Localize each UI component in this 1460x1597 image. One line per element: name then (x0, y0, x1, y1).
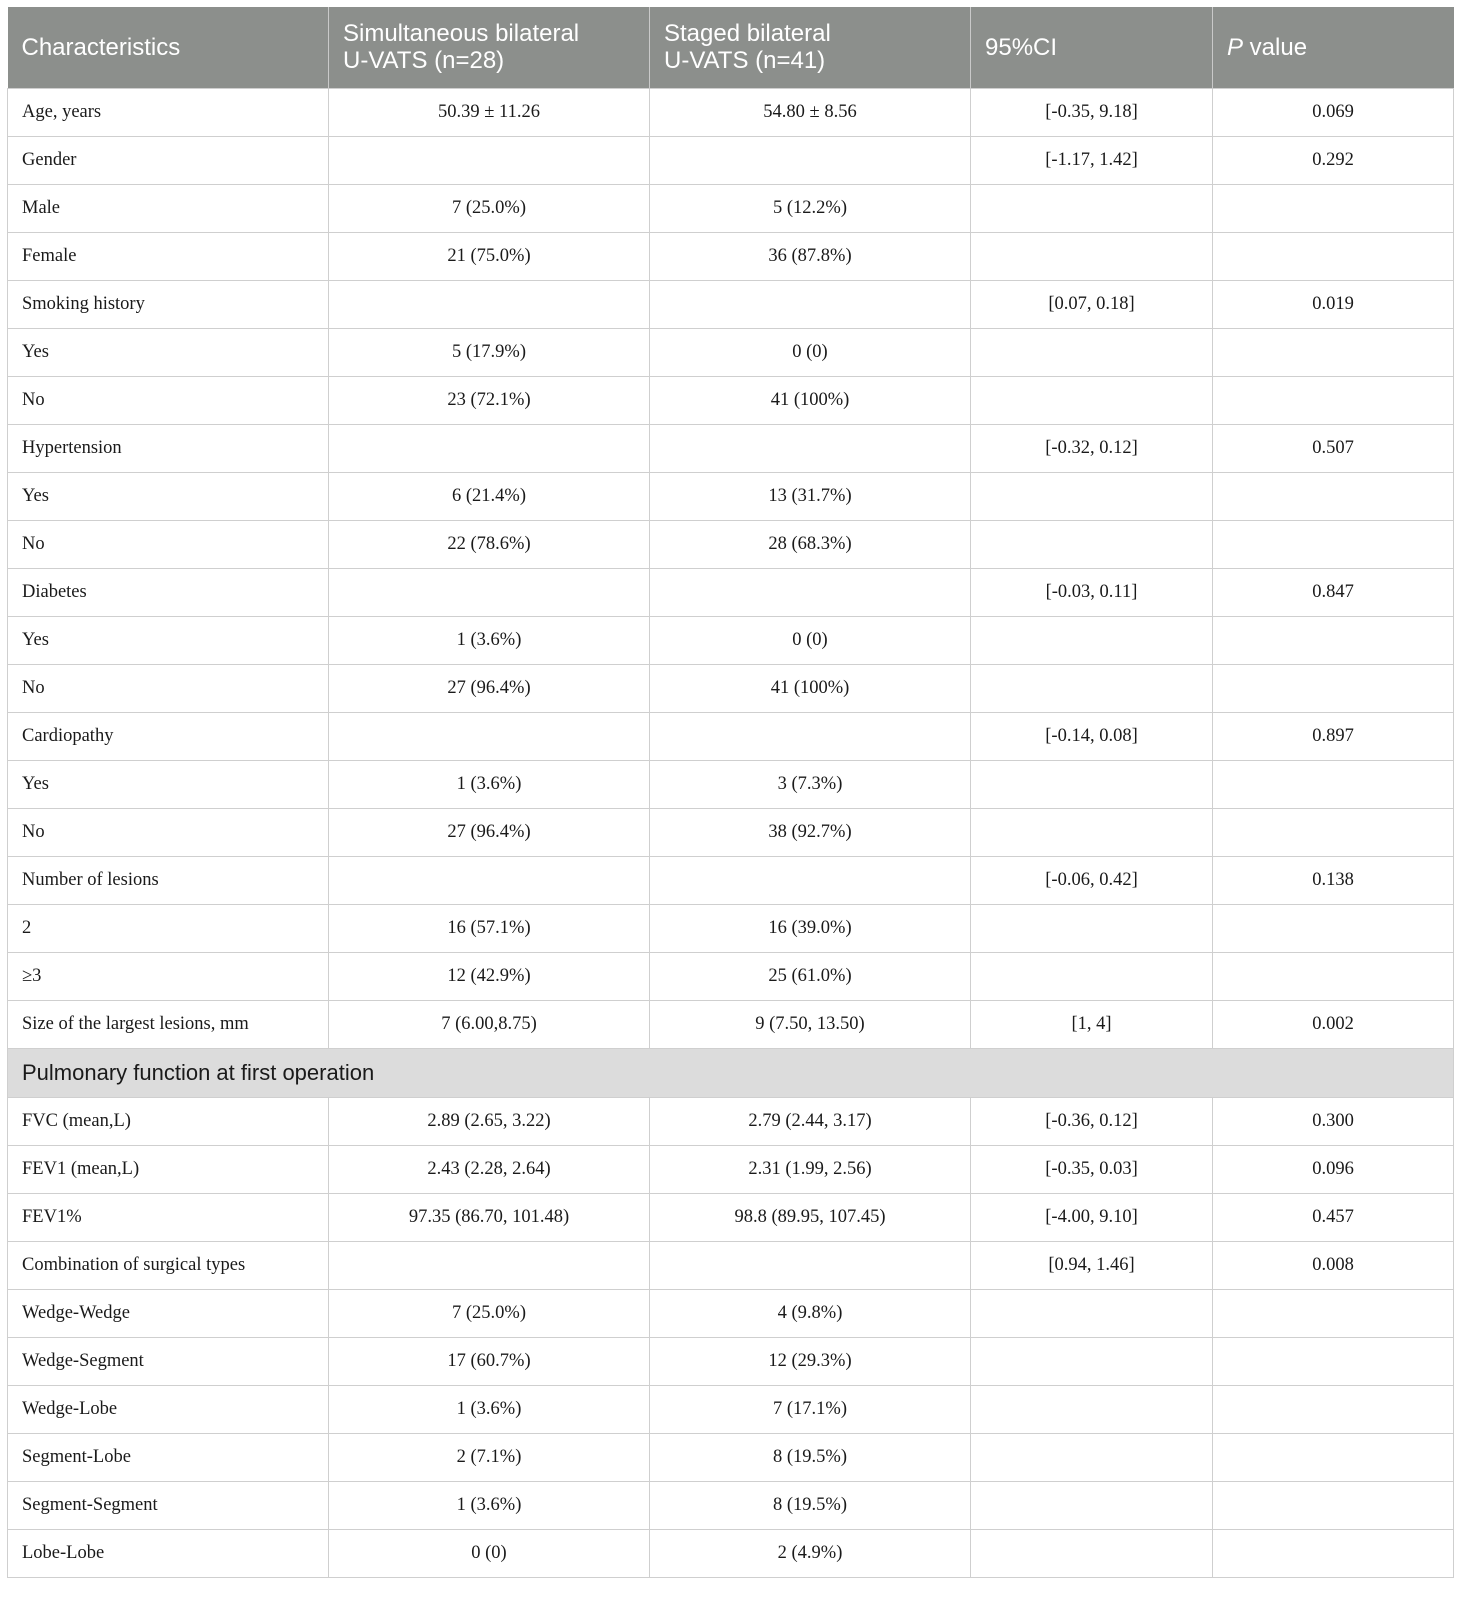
staged-value: 4 (9.8%) (650, 1289, 971, 1337)
p-value (1213, 616, 1454, 664)
table-row (8, 664, 1454, 712)
simultaneous-value: 1 (3.6%) (329, 616, 650, 664)
row-label: FVC (mean,L) (8, 1097, 329, 1145)
table-row (8, 1337, 1454, 1385)
p-value: 0.138 (1213, 856, 1454, 904)
p-value (1213, 520, 1454, 568)
header-characteristics (8, 7, 329, 88)
p-value: 0.069 (1213, 88, 1454, 136)
simultaneous-value: 1 (3.6%) (329, 1385, 650, 1433)
ci-value (971, 616, 1213, 664)
row-label: Age, years (8, 88, 329, 136)
header-p-rest: value (1243, 33, 1308, 61)
row-label: No (8, 376, 329, 424)
header-row (8, 7, 1454, 88)
header-ci-text: 95%CI (985, 33, 1058, 61)
header-p-italic: P (1227, 33, 1244, 61)
p-value: 0.897 (1213, 712, 1454, 760)
ci-value: [0.94, 1.46] (971, 1241, 1213, 1289)
staged-value (650, 280, 971, 328)
simultaneous-value (329, 856, 650, 904)
staged-value (650, 712, 971, 760)
row-label: Male (8, 184, 329, 232)
characteristics-table-container (7, 7, 1453, 1578)
p-value: 0.019 (1213, 280, 1454, 328)
ci-value (971, 1385, 1213, 1433)
p-value (1213, 1385, 1454, 1433)
row-label: Wedge-Wedge (8, 1289, 329, 1337)
staged-value (650, 856, 971, 904)
p-value (1213, 184, 1454, 232)
ci-value (971, 952, 1213, 1000)
simultaneous-value: 6 (21.4%) (329, 472, 650, 520)
staged-value: 8 (19.5%) (650, 1433, 971, 1481)
staged-value: 12 (29.3%) (650, 1337, 971, 1385)
ci-value (971, 472, 1213, 520)
simultaneous-value: 23 (72.1%) (329, 376, 650, 424)
table-row (8, 1000, 1454, 1048)
p-value: 0.096 (1213, 1145, 1454, 1193)
header-characteristics-text: Characteristics (21, 33, 181, 61)
ci-value (971, 184, 1213, 232)
row-label: 2 (8, 904, 329, 952)
simultaneous-value: 27 (96.4%) (329, 808, 650, 856)
table-row (8, 184, 1454, 232)
p-value (1213, 232, 1454, 280)
staged-value: 0 (0) (650, 328, 971, 376)
staged-value: 41 (100%) (650, 664, 971, 712)
simultaneous-value: 1 (3.6%) (329, 760, 650, 808)
ci-value: [-1.17, 1.42] (971, 136, 1213, 184)
ci-value: [-0.36, 0.12] (971, 1097, 1213, 1145)
row-label: Yes (8, 616, 329, 664)
p-value: 0.457 (1213, 1193, 1454, 1241)
table-row (8, 760, 1454, 808)
ci-value (971, 1289, 1213, 1337)
staged-value: 7 (17.1%) (650, 1385, 971, 1433)
p-value (1213, 328, 1454, 376)
staged-value: 2 (4.9%) (650, 1529, 971, 1577)
p-value (1213, 472, 1454, 520)
header-staged (650, 7, 971, 88)
row-label: FEV1 (mean,L) (8, 1145, 329, 1193)
staged-value: 54.80 ± 8.56 (650, 88, 971, 136)
staged-value: 2.79 (2.44, 3.17) (650, 1097, 971, 1145)
table-row (8, 904, 1454, 952)
row-label: Cardiopathy (8, 712, 329, 760)
simultaneous-value: 17 (60.7%) (329, 1337, 650, 1385)
simultaneous-value (329, 1241, 650, 1289)
ci-value (971, 904, 1213, 952)
table-row (8, 472, 1454, 520)
simultaneous-value (329, 712, 650, 760)
ci-value (971, 328, 1213, 376)
staged-value: 16 (39.0%) (650, 904, 971, 952)
table-row (8, 856, 1454, 904)
header-ci (971, 7, 1213, 88)
simultaneous-value: 12 (42.9%) (329, 952, 650, 1000)
p-value (1213, 376, 1454, 424)
row-label: Yes (8, 760, 329, 808)
simultaneous-value: 50.39 ± 11.26 (329, 88, 650, 136)
simultaneous-value: 5 (17.9%) (329, 328, 650, 376)
simultaneous-value: 7 (6.00,8.75) (329, 1000, 650, 1048)
p-value: 0.847 (1213, 568, 1454, 616)
table-header (8, 7, 1454, 88)
row-label: ≥3 (8, 952, 329, 1000)
row-label: No (8, 808, 329, 856)
ci-value (971, 376, 1213, 424)
ci-value (971, 664, 1213, 712)
row-label: Smoking history (8, 280, 329, 328)
p-value (1213, 952, 1454, 1000)
staged-value: 8 (19.5%) (650, 1481, 971, 1529)
staged-value: 38 (92.7%) (650, 808, 971, 856)
p-value (1213, 904, 1454, 952)
p-value (1213, 760, 1454, 808)
header-simultaneous-line1: Simultaneous bilateral (343, 20, 580, 48)
staged-value: 98.8 (89.95, 107.45) (650, 1193, 971, 1241)
p-value: 0.002 (1213, 1000, 1454, 1048)
row-label: Gender (8, 136, 329, 184)
row-label: No (8, 520, 329, 568)
staged-value: 3 (7.3%) (650, 760, 971, 808)
ci-value (971, 760, 1213, 808)
table-row (8, 1289, 1454, 1337)
simultaneous-value (329, 424, 650, 472)
row-label: Number of lesions (8, 856, 329, 904)
staged-value (650, 1241, 971, 1289)
row-label: Segment-Segment (8, 1481, 329, 1529)
table-row (8, 1241, 1454, 1289)
row-label: FEV1% (8, 1193, 329, 1241)
table-row (8, 568, 1454, 616)
table-row (8, 1145, 1454, 1193)
header-staged-line1: Staged bilateral (664, 20, 831, 48)
table-row (8, 616, 1454, 664)
ci-value (971, 1481, 1213, 1529)
ci-value (971, 1529, 1213, 1577)
row-label: Female (8, 232, 329, 280)
row-label: Segment-Lobe (8, 1433, 329, 1481)
table-row (8, 1433, 1454, 1481)
simultaneous-value: 22 (78.6%) (329, 520, 650, 568)
header-simultaneous-line2: U-VATS (n=28) (343, 47, 505, 75)
table-row (8, 232, 1454, 280)
table-row (8, 328, 1454, 376)
ci-value (971, 808, 1213, 856)
staged-value (650, 136, 971, 184)
ci-value: [-0.35, 0.03] (971, 1145, 1213, 1193)
ci-value: [-0.03, 0.11] (971, 568, 1213, 616)
ci-value: [-0.32, 0.12] (971, 424, 1213, 472)
table-row (8, 712, 1454, 760)
staged-value: 28 (68.3%) (650, 520, 971, 568)
simultaneous-value: 2 (7.1%) (329, 1433, 650, 1481)
p-value (1213, 664, 1454, 712)
p-value (1213, 1337, 1454, 1385)
row-label: Yes (8, 328, 329, 376)
ci-value: [-4.00, 9.10] (971, 1193, 1213, 1241)
simultaneous-value (329, 568, 650, 616)
table-row (8, 952, 1454, 1000)
row-label: Size of the largest lesions, mm (8, 1000, 329, 1048)
simultaneous-value: 2.43 (2.28, 2.64) (329, 1145, 650, 1193)
p-value (1213, 808, 1454, 856)
table-row (8, 1529, 1454, 1577)
table-row (8, 136, 1454, 184)
ci-value: [0.07, 0.18] (971, 280, 1213, 328)
simultaneous-value: 97.35 (86.70, 101.48) (329, 1193, 650, 1241)
staged-value: 41 (100%) (650, 376, 971, 424)
table-row (8, 1385, 1454, 1433)
staged-value: 2.31 (1.99, 2.56) (650, 1145, 971, 1193)
staged-value (650, 424, 971, 472)
table-row (8, 88, 1454, 136)
ci-value: [-0.14, 0.08] (971, 712, 1213, 760)
simultaneous-value (329, 136, 650, 184)
ci-value (971, 1433, 1213, 1481)
row-label: Yes (8, 472, 329, 520)
table-row (8, 376, 1454, 424)
simultaneous-value: 7 (25.0%) (329, 1289, 650, 1337)
staged-value (650, 568, 971, 616)
simultaneous-value: 16 (57.1%) (329, 904, 650, 952)
simultaneous-value (329, 280, 650, 328)
simultaneous-value: 1 (3.6%) (329, 1481, 650, 1529)
header-staged-line2: U-VATS (n=41) (664, 47, 826, 75)
ci-value: [-0.06, 0.42] (971, 856, 1213, 904)
simultaneous-value: 2.89 (2.65, 3.22) (329, 1097, 650, 1145)
staged-value: 9 (7.50, 13.50) (650, 1000, 971, 1048)
ci-value (971, 232, 1213, 280)
p-value: 0.300 (1213, 1097, 1454, 1145)
row-label: Hypertension (8, 424, 329, 472)
p-value (1213, 1433, 1454, 1481)
table-row (8, 1097, 1454, 1145)
ci-value: [1, 4] (971, 1000, 1213, 1048)
table-body (8, 88, 1454, 1577)
row-label: Lobe-Lobe (8, 1529, 329, 1577)
simultaneous-value: 27 (96.4%) (329, 664, 650, 712)
header-simultaneous (329, 7, 650, 88)
characteristics-table (7, 7, 1454, 1578)
table-row (8, 424, 1454, 472)
ci-value: [-0.35, 9.18] (971, 88, 1213, 136)
table-row (8, 280, 1454, 328)
p-value: 0.507 (1213, 424, 1454, 472)
p-value: 0.292 (1213, 136, 1454, 184)
staged-value: 13 (31.7%) (650, 472, 971, 520)
table-row (8, 1481, 1454, 1529)
p-value (1213, 1529, 1454, 1577)
row-label: No (8, 664, 329, 712)
row-label: Combination of surgical types (8, 1241, 329, 1289)
p-value (1213, 1481, 1454, 1529)
staged-value: 36 (87.8%) (650, 232, 971, 280)
p-value: 0.008 (1213, 1241, 1454, 1289)
ci-value (971, 1337, 1213, 1385)
header-p-value (1213, 7, 1454, 88)
simultaneous-value: 0 (0) (329, 1529, 650, 1577)
table-row (8, 520, 1454, 568)
row-label: Wedge-Segment (8, 1337, 329, 1385)
ci-value (971, 520, 1213, 568)
staged-value: 0 (0) (650, 616, 971, 664)
simultaneous-value: 7 (25.0%) (329, 184, 650, 232)
staged-value: 25 (61.0%) (650, 952, 971, 1000)
p-value (1213, 1289, 1454, 1337)
table-row (8, 808, 1454, 856)
row-label: Diabetes (8, 568, 329, 616)
table-row (8, 1193, 1454, 1241)
section-label: Pulmonary function at first operation (8, 1048, 1454, 1097)
row-label: Wedge-Lobe (8, 1385, 329, 1433)
staged-value: 5 (12.2%) (650, 184, 971, 232)
simultaneous-value: 21 (75.0%) (329, 232, 650, 280)
section-row (8, 1048, 1454, 1097)
